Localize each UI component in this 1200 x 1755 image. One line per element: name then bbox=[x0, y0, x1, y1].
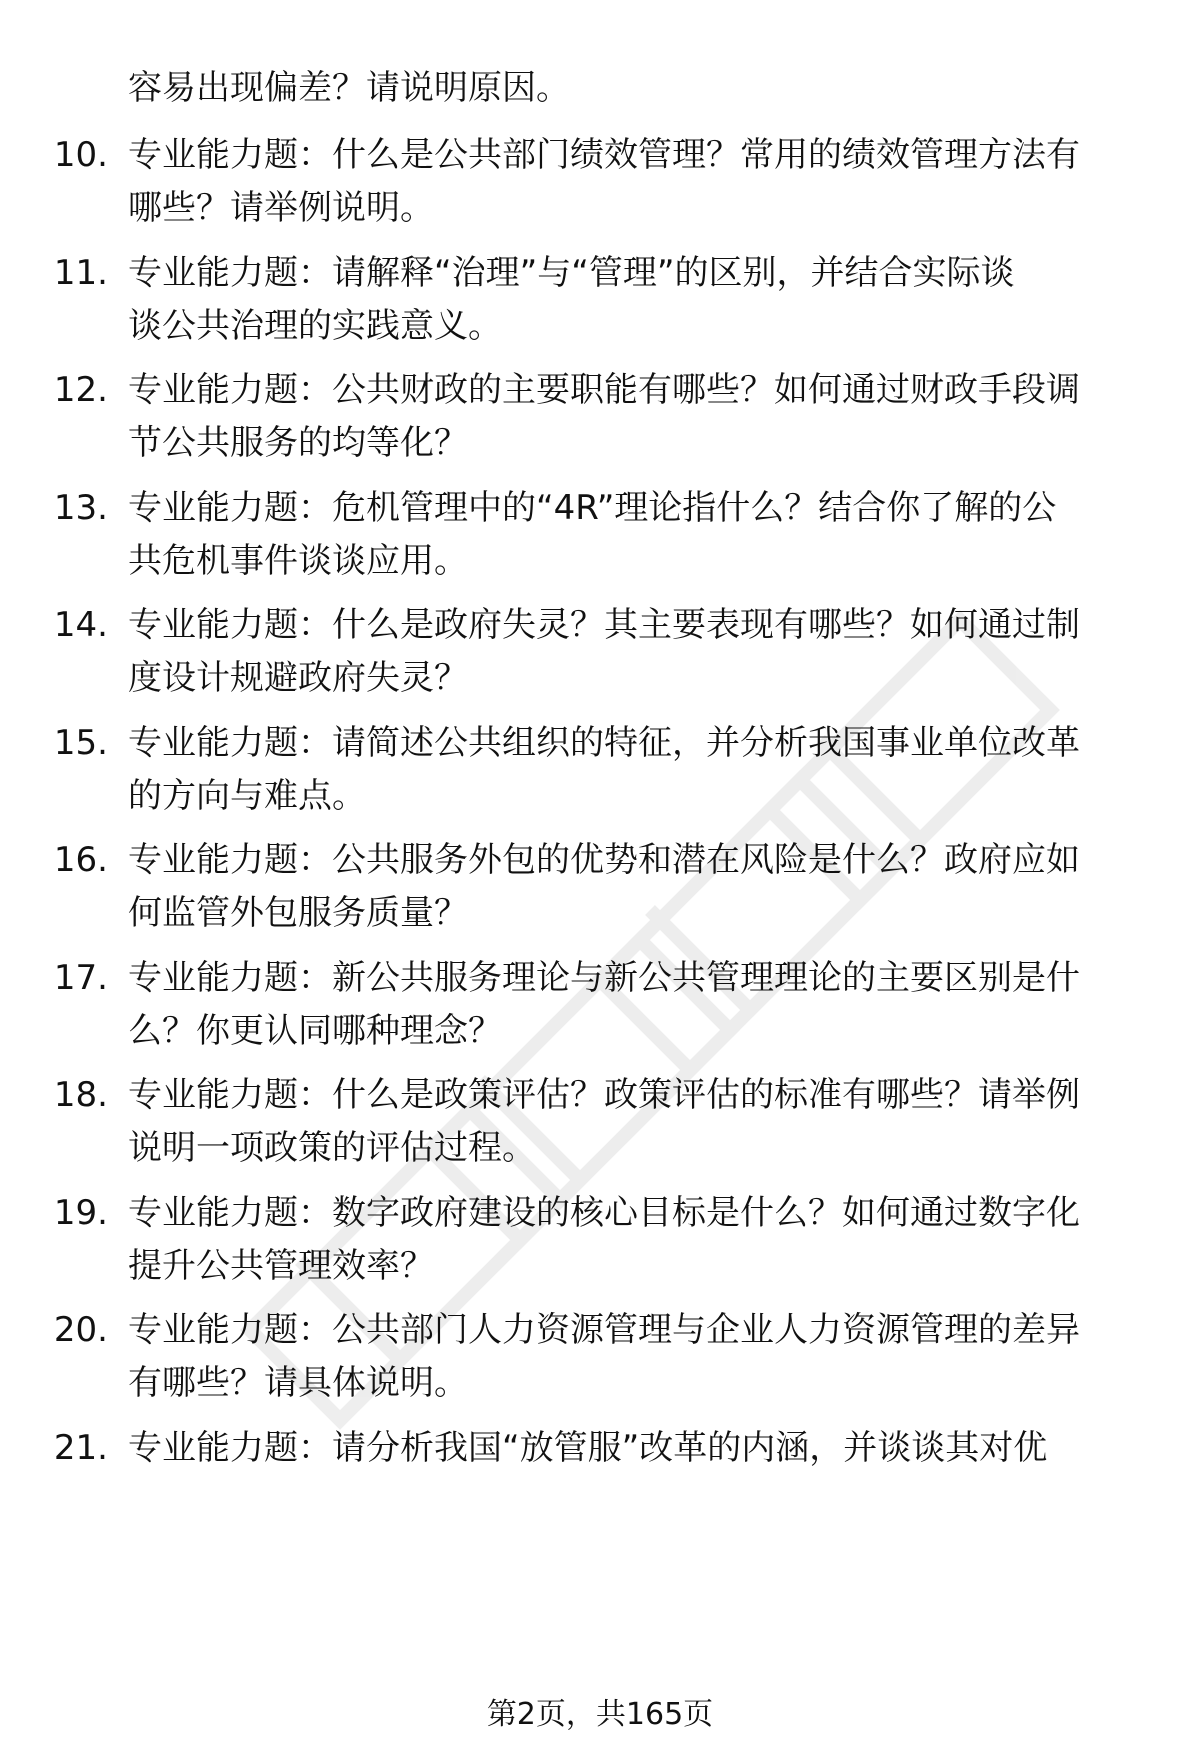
question-number: 12. bbox=[53, 370, 108, 410]
question-number: 17. bbox=[53, 957, 108, 998]
question-item bbox=[0, 601, 1200, 721]
question-text-line-2: 有哪些？请具体说明。 bbox=[128, 1363, 468, 1403]
question-text-line-2: 哪些？请举例说明。 bbox=[128, 188, 434, 228]
question-text-line-1: 专业能力题：请简述公共组织的特征，并分析我国事业单位改革 bbox=[128, 722, 1080, 763]
question-number: 18. bbox=[53, 1075, 108, 1115]
question-number: 11. bbox=[53, 252, 108, 293]
question-item bbox=[0, 1189, 1200, 1309]
question-number: 16. bbox=[53, 840, 108, 880]
question-number: 13. bbox=[53, 487, 108, 528]
question-text-line-1: 专业能力题：公共财政的主要职能有哪些？如何通过财政手段调 bbox=[128, 370, 1080, 410]
question-number: 15. bbox=[53, 722, 108, 763]
question-item bbox=[0, 954, 1200, 1074]
question-text-line-2: 么？你更认同哪种理念？ bbox=[128, 1010, 502, 1051]
question-number: 14. bbox=[53, 605, 108, 645]
question-text-line-2: 说明一项政策的评估过程。 bbox=[128, 1128, 536, 1168]
question-item bbox=[0, 1071, 1200, 1191]
question-item bbox=[0, 1424, 1200, 1544]
question-item bbox=[0, 836, 1200, 956]
question-text-line-2: 的方向与难点。 bbox=[128, 775, 366, 816]
question-text-line-1: 专业能力题：请解释“治理”与“管理”的区别，并结合实际谈 bbox=[128, 252, 1015, 293]
question-item bbox=[0, 484, 1200, 604]
page-footer: 第2页，共165页 bbox=[486, 1697, 714, 1732]
question-text-line-2: 谈公共治理的实践意义。 bbox=[128, 305, 502, 346]
question-text-line-2: 共危机事件谈谈应用。 bbox=[128, 540, 468, 581]
question-text-line-2: 提升公共管理效率？ bbox=[128, 1245, 434, 1286]
question-item bbox=[0, 131, 1200, 251]
question-text-line-2: 节公共服务的均等化？ bbox=[128, 423, 468, 463]
question-text-line-1: 专业能力题：什么是公共部门绩效管理？常用的绩效管理方法有 bbox=[128, 135, 1080, 175]
question-item bbox=[0, 1306, 1200, 1426]
question-number: 21. bbox=[53, 1427, 108, 1468]
question-text-line-1: 专业能力题：新公共服务理论与新公共管理理论的主要区别是什 bbox=[128, 957, 1080, 998]
question-number: 19. bbox=[53, 1192, 108, 1233]
question-item bbox=[0, 719, 1200, 839]
question-text-line-1: 专业能力题：数字政府建设的核心目标是什么？如何通过数字化 bbox=[128, 1192, 1080, 1233]
question-item bbox=[0, 249, 1200, 369]
question-text-line-2: 度设计规避政府失灵？ bbox=[128, 658, 468, 698]
question-text-line-1: 专业能力题：什么是政策评估？政策评估的标准有哪些？请举例 bbox=[128, 1075, 1080, 1115]
question-number: 20. bbox=[53, 1310, 108, 1350]
question-number: 10. bbox=[53, 135, 108, 175]
question-text-line-1: 专业能力题：公共部门人力资源管理与企业人力资源管理的差异 bbox=[128, 1310, 1080, 1350]
question-text-line-1: 专业能力题：公共服务外包的优势和潜在风险是什么？政府应如 bbox=[128, 840, 1080, 880]
question-text-line-1: 专业能力题：请分析我国“放管服”改革的内涵，并谈谈其对优 bbox=[128, 1427, 1048, 1468]
question-text-line-1: 专业能力题：什么是政府失灵？其主要表现有哪些？如何通过制 bbox=[128, 605, 1080, 645]
continuation-line: 容易出现偏差？请说明原因。 bbox=[128, 68, 570, 108]
question-item bbox=[0, 366, 1200, 486]
question-text-line-2: 何监管外包服务质量？ bbox=[128, 893, 468, 933]
question-text-line-1: 专业能力题：危机管理中的“4R”理论指什么？结合你了解的公 bbox=[128, 487, 1057, 528]
